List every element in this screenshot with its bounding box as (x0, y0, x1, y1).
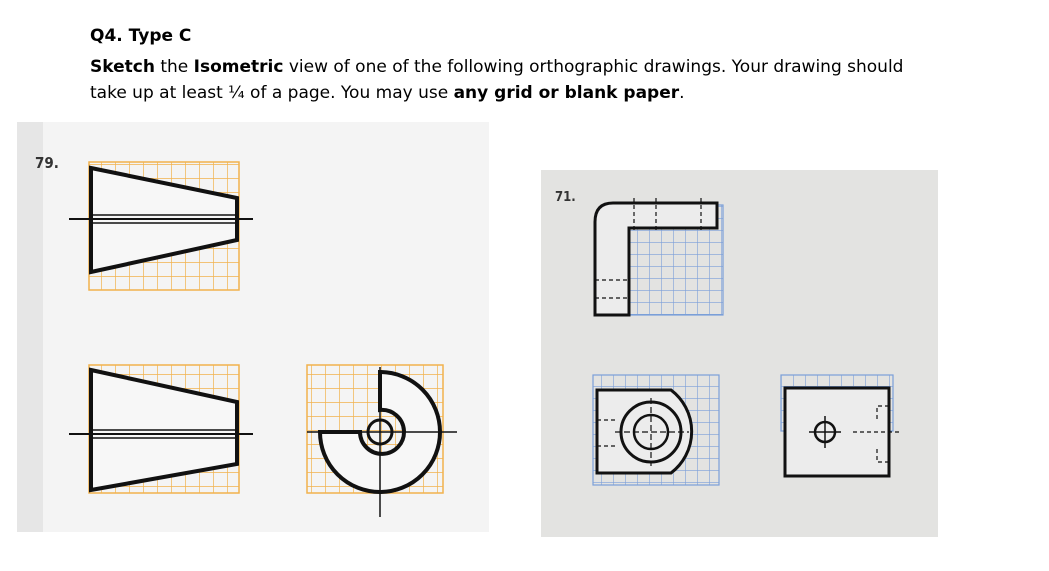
figure-71-label: 71. (555, 190, 576, 205)
question-instructions (90, 54, 990, 106)
figure-71-photo (541, 170, 938, 537)
text-span: the (154, 57, 194, 77)
instruction-line-1 (90, 54, 990, 80)
figure-79-photo (17, 122, 489, 532)
figure-79-label: 79. (35, 154, 59, 172)
figure-71-drawing (541, 170, 938, 537)
bottom-left-view (69, 365, 253, 493)
top-view (595, 198, 723, 315)
instruction-line-2 (90, 80, 990, 106)
side-view (781, 375, 901, 476)
question-heading: Q4. Type C (90, 26, 192, 46)
text-span: . (679, 83, 685, 103)
emphasis-grid-paper: any grid or blank paper (453, 83, 680, 103)
text-span: view of one of the following orthographic drawings. Your drawing should (283, 57, 904, 77)
figure-79-drawing (17, 122, 489, 532)
front-view (593, 375, 719, 485)
emphasis-sketch: Sketch (90, 57, 155, 77)
text-span: take up at least ¼ of a page. You may use (90, 83, 454, 103)
emphasis-isometric: Isometric (193, 57, 284, 77)
front-view (69, 162, 253, 290)
